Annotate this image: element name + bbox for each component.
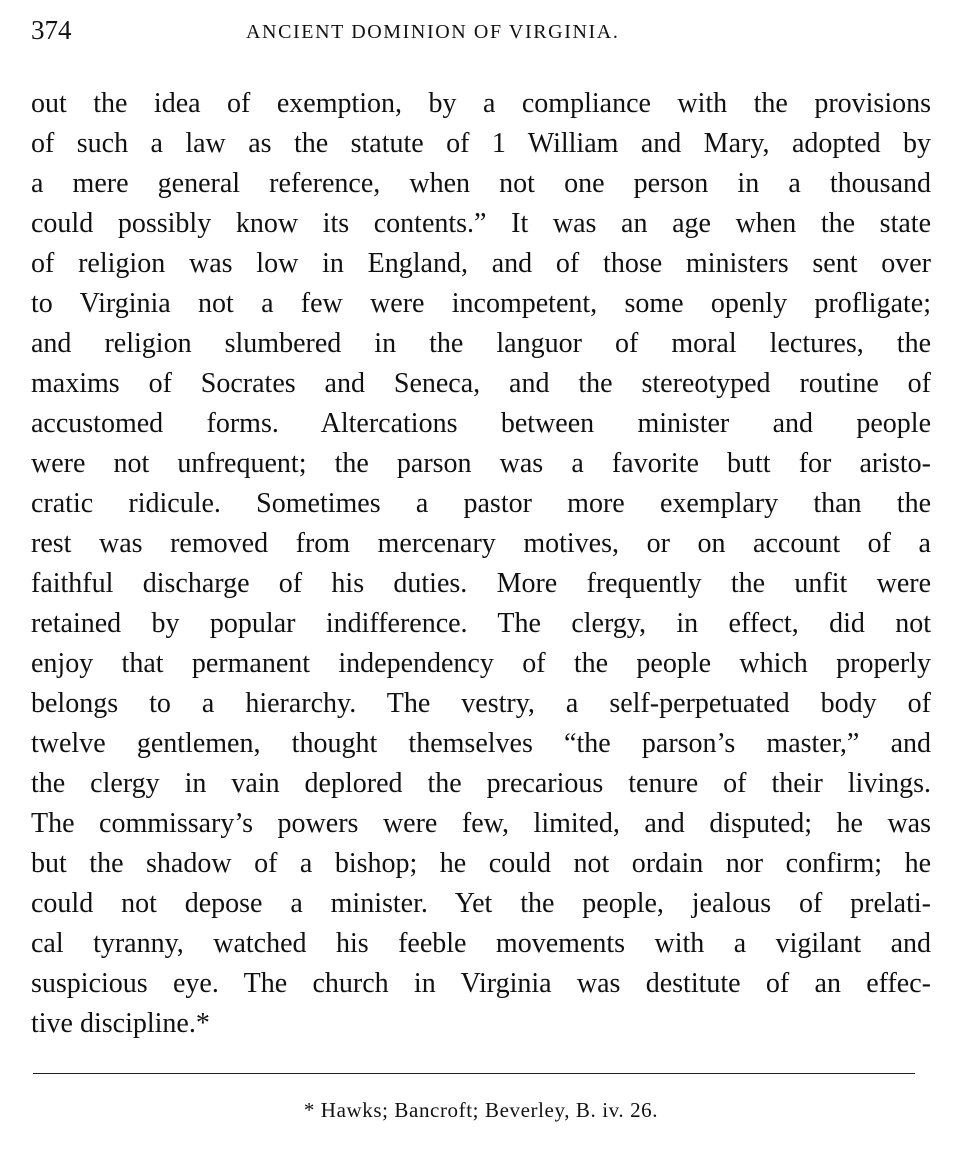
text-line: were not unfrequent; the parson was a favorite butt for aristo- [31,448,931,479]
text-line: The commissary’s powers were few, limited, and disputed; he was [31,808,931,839]
text-line: but the shadow of a bishop; he could not ordain nor confirm; he [31,848,931,879]
text-line: a mere general reference, when not one person in a thousand [31,168,931,199]
text-line: out the idea of exemption, by a compliance with the provisions [31,88,931,119]
footnote-rule [33,1073,915,1074]
text-line: cal tyranny, watched his feeble movements with a vigilant and [31,928,931,959]
text-line: could not depose a minister. Yet the people, jealous of prelati- [31,888,931,919]
text-line: twelve gentlemen, thought themselves “the parson’s master,” and [31,728,931,759]
text-line: maxims of Socrates and Seneca, and the stereotyped routine of [31,368,931,399]
running-head: ANCIENT DOMINION OF VIRGINIA. [246,21,620,43]
text-line: cratic ridicule. Sometimes a pastor more exemplary than the [31,488,931,519]
footnote: * Hawks; Bancroft; Beverley, B. iv. 26. [303,1098,659,1122]
text-line: of religion was low in England, and of those ministers sent over [31,248,931,279]
page-number: 374 [31,15,72,45]
page-header [31,10,931,50]
text-line: and religion slumbered in the languor of moral lectures, the [31,328,931,359]
text-line: retained by popular indifference. The clergy, in effect, did not [31,608,931,639]
text-line: the clergy in vain deplored the precarious tenure of their livings. [31,768,931,799]
text-line: could possibly know its contents.” It was an age when the state [31,208,931,239]
text-line: tive discipline.* [31,1008,210,1039]
body-paragraph [31,84,931,1044]
text-line: accustomed forms. Altercations between minister and people [31,408,931,439]
text-line: rest was removed from mercenary motives, or on account of a [31,528,931,559]
text-line: faithful discharge of his duties. More frequently the unfit were [31,568,931,599]
text-line: enjoy that permanent independency of the people which properly [31,648,931,679]
text-line: of such a law as the statute of 1 William and Mary, adopted by [31,128,931,159]
text-line: belongs to a hierarchy. The vestry, a self-perpetuated body of [31,688,931,719]
text-line: suspicious eye. The church in Virginia was destitute of an effec- [31,968,931,999]
text-line: to Virginia not a few were incompetent, some openly profligate; [31,288,931,319]
